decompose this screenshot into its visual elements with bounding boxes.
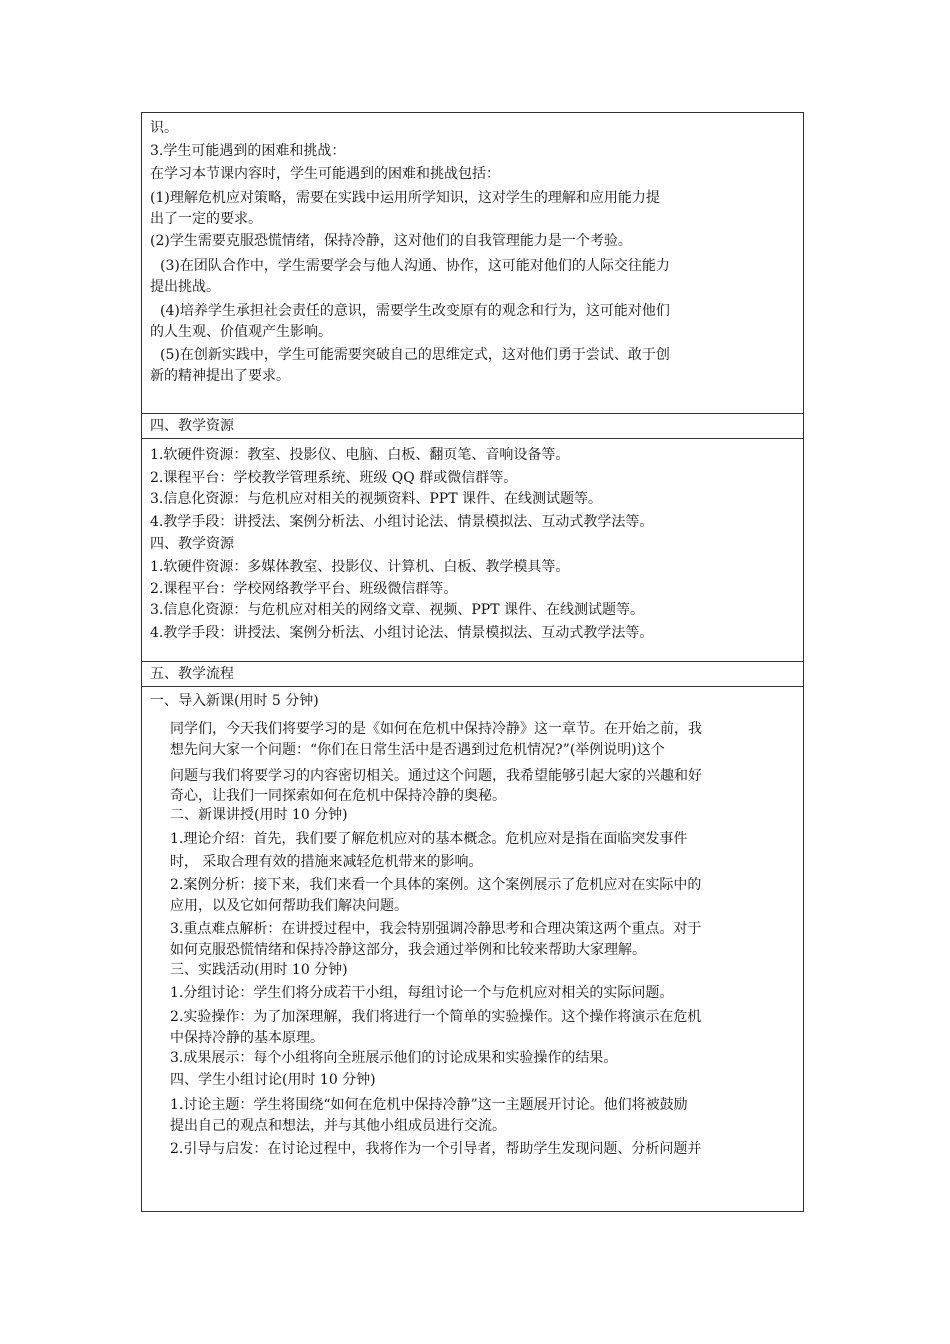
text-line: 一、导入新课(用时 5 分钟) <box>150 693 319 709</box>
text-line: 新的精神提出了要求。 <box>150 368 290 384</box>
text-line: 四、教学资源 <box>150 536 234 552</box>
text-line: 问题与我们将要学习的内容密切相关。通过这个问题，我希望能够引起大家的兴趣和好 <box>170 768 702 784</box>
text-line: 2.课程平台：学校网络教学平台、班级微信群等。 <box>150 581 458 597</box>
text-line: (4)培养学生承担社会责任的意识，需要学生改变原有的观念和行为，这可能对他们 <box>160 303 670 319</box>
section-header-teaching-process: 五、教学流程 <box>141 661 804 687</box>
text-line: 1.讨论主题：学生将围绕“如何在危机中保持冷静”这一主题展开讨论。他们将被鼓励 <box>170 1097 688 1113</box>
text-line: 识。 <box>150 120 178 136</box>
text-line: 提出挑战。 <box>150 279 220 295</box>
text-line: 四、学生小组讨论(用时 10 分钟) <box>170 1072 376 1088</box>
text-line: 3.信息化资源：与危机应对相关的视频资料、PPT 课件、在线测试题等。 <box>150 491 602 507</box>
section-header-resources: 四、教学资源 <box>141 413 804 439</box>
text-line: 时， 采取合理有效的措施来减轻危机带来的影响。 <box>170 854 483 870</box>
text-line: 提出自己的观点和想法，并与其他小组成员进行交流。 <box>170 1118 506 1134</box>
text-line: 同学们，今天我们将要学习的是《如何在危机中保持冷静》这一章节。在开始之前，我 <box>170 721 702 737</box>
text-line: 出了一定的要求。 <box>150 211 262 227</box>
text-line: 3.重点难点解析：在讲授过程中，我会特别强调冷静思考和合理决策这两个重点。对于 <box>170 921 702 937</box>
text-line: 1.软硬件资源：教室、投影仪、电脑、白板、翻页笔、音响设备等。 <box>150 447 570 463</box>
text-line: 奇心，让我们一同探索如何在危机中保持冷静的奥秘。 <box>170 788 506 804</box>
text-line: 4.教学手段：讲授法、案例分析法、小组讨论法、情景模拟法、互动式教学法等。 <box>150 625 654 641</box>
text-line: 4.教学手段：讲授法、案例分析法、小组讨论法、情景模拟法、互动式教学法等。 <box>150 514 654 530</box>
text-line: 中保持冷静的基本原理。 <box>170 1030 324 1046</box>
text-line: 3.成果展示：每个小组将向全班展示他们的讨论成果和实验操作的结果。 <box>170 1050 618 1066</box>
text-line: 2.实验操作：为了加深理解，我们将进行一个简单的实验操作。这个操作将演示在危机 <box>170 1009 702 1025</box>
text-line: (2)学生需要克服恐慌情绪，保持冷静，这对他们的自我管理能力是一个考验。 <box>150 233 632 249</box>
text-line: 1.软硬件资源：多媒体教室、投影仪、计算机、白板、教学模具等。 <box>150 559 570 575</box>
text-line: 1.分组讨论：学生们将分成若干小组，每组讨论一个与危机应对相关的实际问题。 <box>170 985 674 1001</box>
text-line: 在学习本节课内容时，学生可能遇到的困难和挑战包括： <box>150 166 500 182</box>
text-line: 1.理论介绍：首先，我们要了解危机应对的基本概念。危机应对是指在面临突发事件 <box>170 831 688 847</box>
text-line: 如何克服恐慌情绪和保持冷静这部分，我会通过举例和比较来帮助大家理解。 <box>170 942 646 958</box>
text-line: 想先问大家一个问题：“你们在日常生活中是否遇到过危机情况?”(举例说明)这个 <box>170 742 665 758</box>
text-line: 2.引导与启发：在讨论过程中，我将作为一个引导者，帮助学生发现问题、分析问题并 <box>170 1141 702 1157</box>
text-line: 3.学生可能遇到的困难和挑战： <box>150 143 346 159</box>
text-line: 2.案例分析：接下来，我们来看一个具体的案例。这个案例展示了危机应对在实际中的 <box>170 877 702 893</box>
text-line: 的人生观、价值观产生影响。 <box>150 324 332 340</box>
text-line: (1)理解危机应对策略，需要在实践中运用所学知识，这对学生的理解和应用能力提 <box>150 190 660 206</box>
text-line: (3)在团队合作中，学生需要学会与他人沟通、协作，这可能对他们的人际交往能力 <box>160 258 670 274</box>
text-line: 三、实践活动(用时 10 分钟) <box>170 962 348 978</box>
text-line: 应用，以及它如何帮助我们解决问题。 <box>170 898 408 914</box>
text-line: 3.信息化资源：与危机应对相关的网络文章、视频、PPT 课件、在线测试题等。 <box>150 602 644 618</box>
text-line: 2.课程平台：学校教学管理系统、班级 QQ 群或微信群等。 <box>150 470 518 486</box>
text-line: (5)在创新实践中，学生可能需要突破自己的思维定式，这对他们勇于尝试、敢于创 <box>160 347 670 363</box>
text-line: 二、新课讲授(用时 10 分钟) <box>170 807 348 823</box>
